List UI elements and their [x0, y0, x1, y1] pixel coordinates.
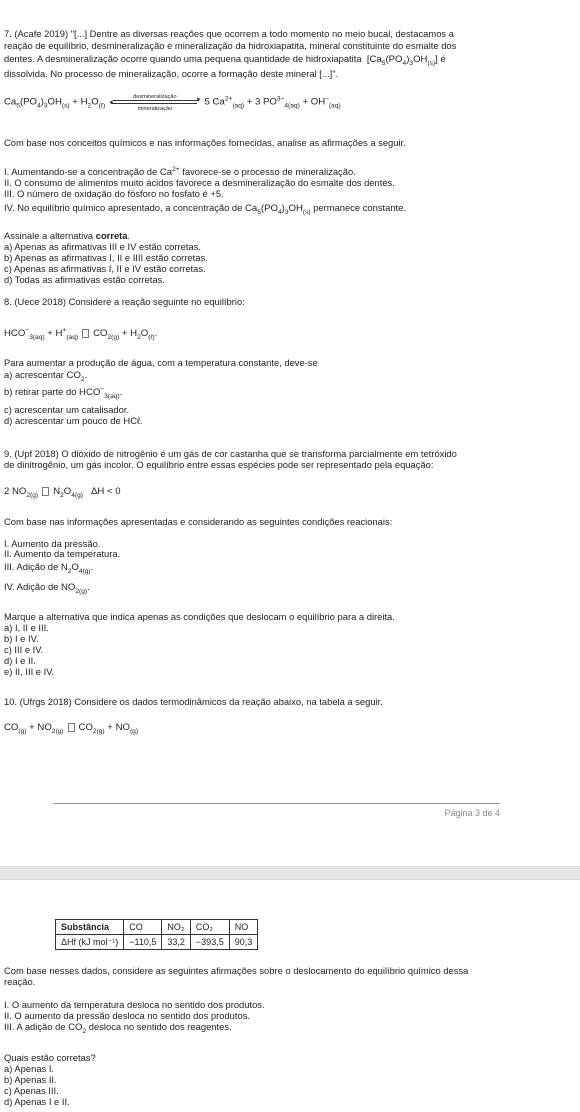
q9-ask: Marque a alternativa que indica apenas as condições que deslocam o equilíbrio para a direita.: [4, 611, 395, 622]
table-cell: 33,2: [162, 935, 191, 950]
q8-equation: $HCO^-_{3(aq)} + H^+_{(aq)}$ $CO_{2(g)} + H_2O_{(\ell)}$.: [4, 326, 158, 341]
page-number: Página 3 de 4: [444, 808, 500, 818]
q10-ask: Quais estão corretas?: [4, 1052, 96, 1063]
q9-option-e: e) II, III e IV.: [4, 666, 55, 677]
q7-intro-end: é: [440, 53, 446, 64]
q10-option-b: b) Apenas II.: [4, 1074, 57, 1085]
q9-prompt: Com base nas informações apresentadas e considerando as seguintes condições reacionais:: [4, 516, 393, 527]
q7-intro-text: dentes. A desmineralização ocorre quando uma pequena quantidade de hidroxiapatita: [4, 53, 362, 64]
q7-prompt: Com base nos conceitos químicos e nas informações fornecidas, analise as afirmações a seguir.: [4, 137, 406, 148]
q10-option-a: a) Apenas I.: [4, 1063, 55, 1074]
table-cell: 90,3: [229, 935, 258, 950]
q8-option-d: d) acrescentar um pouco de HCℓ.: [4, 415, 143, 426]
q8-opt-a-text: a) acrescentar: [4, 369, 64, 380]
q7-option-a: a) Apenas as afirmativas III e IV estão corretas.: [4, 241, 201, 252]
q9-option-b: b) I e IV.: [4, 633, 39, 644]
q10-statement-1: I. O aumento da temperatura desloca no sentido dos produtos.: [4, 999, 265, 1010]
table-header-row: [56, 920, 258, 935]
q9-intro-line-1: 9. (Upf 2018) O dióxido de nitrogênio é um gás de cor castanha que se transforma parcialmente em tetróxido: [4, 448, 457, 459]
table-header-cell: NO: [229, 920, 258, 935]
q9-intro-line-2: de dinitrogênio, um gás incolor. O equilíbrio entre essas espécies pode ser representado pela equação:: [4, 459, 434, 470]
q7-intro-line-1: 7. (Acafe 2019) "[...] Dentre as diversas reações que ocorrem a todo momento no meio bucal, destacamos a: [4, 28, 454, 39]
q7-s1-post: favorece-se o processo de mineralização.: [182, 166, 356, 177]
q7-intro-line-4: dissolvida. No processo de mineralização, ocorre a formação deste mineral [...]".: [4, 68, 339, 79]
q10-option-c: c) Apenas III.: [4, 1085, 59, 1096]
q8-opt-b-text: b) retirar parte do: [4, 386, 77, 397]
thermo-table: [55, 919, 258, 950]
q9-option-a: a) I, II e III.: [4, 622, 49, 633]
q10-s3-pre: III. A adição de: [4, 1021, 66, 1032]
q8-option-b: b) retirar parte do $HCO^-_{3(aq)}$.: [4, 385, 123, 400]
table-header-cell: NO₂: [162, 920, 191, 935]
q7-option-c: c) Apenas as afirmativas I, II e IV estão corretas.: [4, 263, 206, 274]
table-cell: −393,5: [190, 935, 229, 950]
q10-s3-post: desloca no sentido dos reagentes.: [88, 1021, 232, 1032]
q9-condition-4: IV. Adição de $NO_{2(g)}$.: [4, 581, 90, 595]
table-row-label: ΔHf (kJ mol⁻¹): [56, 935, 124, 950]
q10-prompt-line-2: reação.: [4, 976, 36, 987]
equilibrium-arrow-icon: desmineralização ➤ ➤ mineralização: [109, 95, 201, 109]
q9-condition-2: II. Aumento da temperatura.: [4, 548, 121, 559]
q7-statement-4: IV. No equilíbrio químico apresentado, a concentração de $Ca_5(PO_4)_3OH_{(s)}$ permanece constante.: [4, 202, 406, 216]
q7-intro-line-3: [4, 53, 446, 66]
footer-divider: [53, 803, 500, 804]
q10-intro: 10. (Ufrgs 2018) Considere os dados termodinâmicos da reação abaixo, na tabela a seguir.: [4, 696, 383, 707]
q8-option-c: c) acrescentar um catalisador.: [4, 404, 130, 415]
table-header-cell: CO: [124, 920, 162, 935]
table-header-cell: Substância: [56, 920, 124, 935]
q7-intro-line-2: reação de equilíbrio, desmineralização e mineralização da hidroxiapatita, mineral constituinte do esmalte dos: [4, 40, 457, 51]
q7-option-d: d) Todas as afirmativas estão corretas.: [4, 274, 165, 285]
q8-prompt: Para aumentar a produção de água, com a temperatura constante, deve-se: [4, 357, 318, 368]
page-break: [0, 866, 580, 880]
q7-statement-2: II. O consumo de alimentos muito ácidos favorece a desmineralização do esmalte dos dentes.: [4, 177, 395, 188]
q7-ask: Assinale a alternativa correta.: [4, 230, 131, 241]
hydroxyapatite-formula-bracket: $[Ca_5(PO_4)_3OH_{(s)}]$: [364, 54, 438, 67]
q9-condition-1: I. Aumento da pressão.: [4, 538, 101, 549]
q7-equation: $Ca_5(PO_4)_3OH_{(s)} + H_2O_{(\ell)}$ desmineralização ➤ ➤ mineralização 5 $Ca^{2+}_{(aq)} + 3$ $PO^{3-}_{4(aq)} + OH^-_{(aq)}$: [4, 95, 341, 109]
q9-option-d: d) I e II.: [4, 655, 36, 666]
q10-statement-2: II. O aumento da pressão desloca no sentido dos produtos.: [4, 1010, 250, 1021]
q8-intro: 8. (Uece 2018) Considere a reação seguinte no equilíbrio:: [4, 296, 245, 307]
arrow-label-bottom: mineralização: [137, 106, 173, 112]
equilibrium-box-icon: [68, 723, 75, 732]
q7-s1-pre: I. Aumentando-se a concentração de: [4, 166, 158, 177]
equilibrium-box-icon: [82, 329, 89, 338]
table-row: [56, 935, 258, 950]
q7-ask-bold: correta: [95, 230, 128, 241]
equilibrium-box-icon: [42, 487, 49, 496]
q9-condition-3: III. Adição de $N_2O_{4(g)}$.: [4, 561, 94, 575]
arrow-label-top: desmineralização: [133, 94, 177, 100]
q8-option-a: a) acrescentar $CO_2$.: [4, 369, 88, 383]
q9-option-c: c) III e IV.: [4, 644, 44, 655]
q10-prompt-line-1: Com base nesses dados, considere as seguintes afirmações sobre o deslocamento do equilíbrio químico dessa: [4, 965, 469, 976]
q9-c4-text: IV. Adição de: [4, 581, 59, 592]
q9-equation: 2 $NO_{2(g)}$ $N_2O_{4(g)}$ ΔH < 0: [4, 486, 121, 499]
q7-statement-1: I. Aumentando-se a concentração de $Ca^{2+}$ favorece-se o processo de mineralização.: [4, 165, 356, 178]
q7-s4-pre: IV. No equilíbrio químico apresentado, a concentração de: [4, 202, 243, 213]
q10-equation: $CO_{(g)} + NO_{2(g)}$ $CO_{2(g)} + NO_{(g)}$: [4, 722, 139, 735]
q9-c3-text: III. Adição de: [4, 561, 59, 572]
q7-ask-text: Assinale a alternativa: [4, 230, 94, 241]
table-cell: −110,5: [124, 935, 162, 950]
q7-option-b: b) Apenas as afirmativas I, II e IIII estão corretas.: [4, 252, 208, 263]
q7-statement-3: III. O número de oxidação do fósforo no fosfato é +5.: [4, 188, 224, 199]
q10-option-d: d) Apenas I e II.: [4, 1096, 70, 1107]
q10-statement-3: III. A adição de $CO_2$ desloca no sentido dos reagentes.: [4, 1021, 232, 1035]
table-header-cell: CO₂: [190, 920, 229, 935]
q7-s4-post: permanece constante.: [313, 202, 406, 213]
